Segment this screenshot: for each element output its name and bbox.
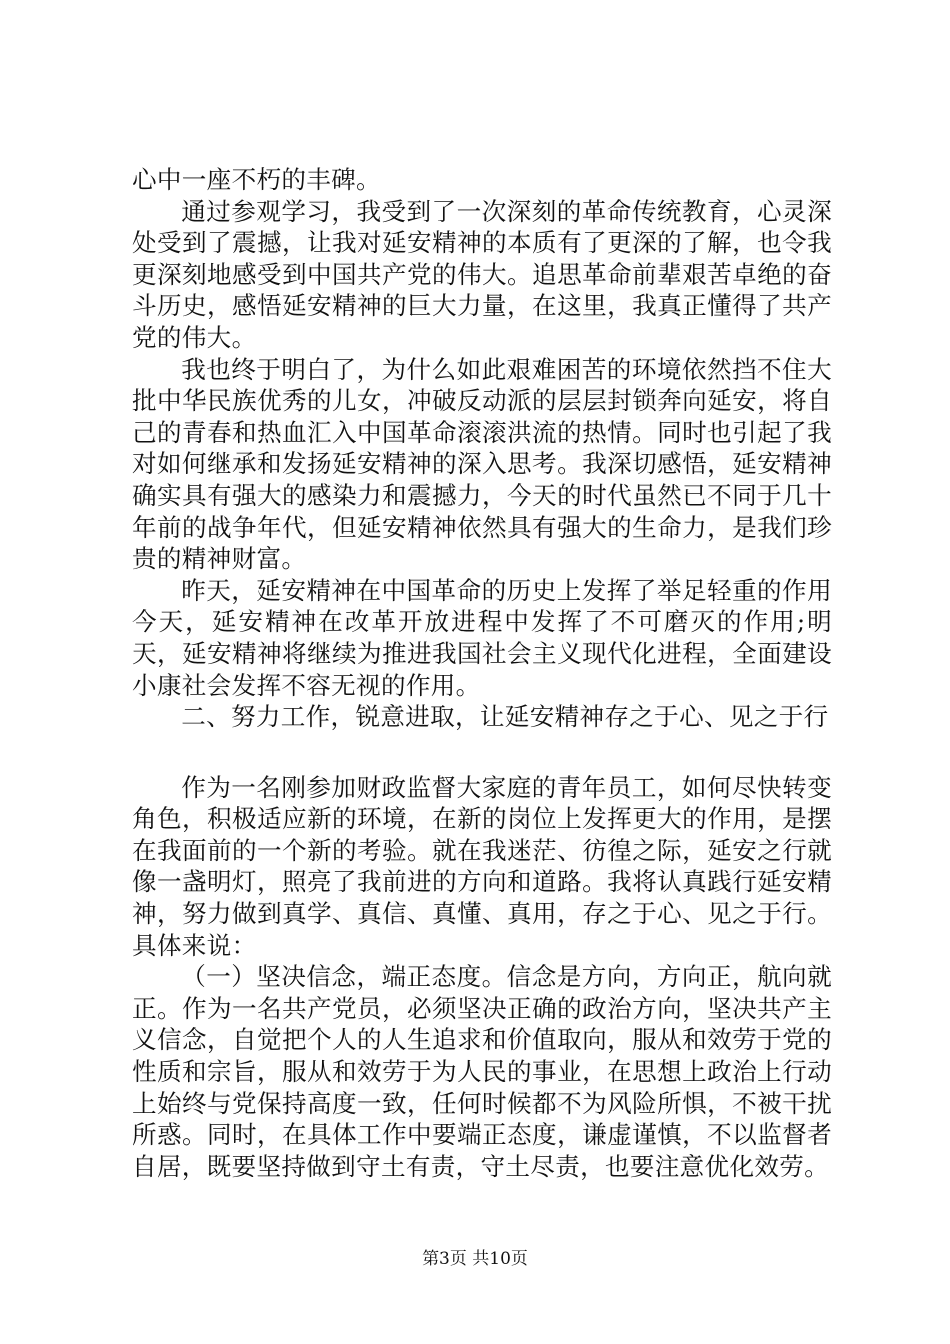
paragraph-study-visit: 通过参观学习，我受到了一次深刻的革命传统教育，心灵深处受到了震撼，让我对延安精神的本质有了更深的了解，也令我更深刻地感受到中国共产党的伟大。追思革命前辈艰苦卓绝的奋斗历史，感悟延安精神的巨大力量，在这里，我真正懂得了共产党的伟大。 [132,196,832,352]
document-body [132,164,832,1182]
paragraph-yesterday-today-tomorrow: 昨天，延安精神在中国革命的历史上发挥了举足轻重的作用今天，延安精神在改革开放进程中发挥了不可磨灭的作用;明天，延安精神将继续为推进我国社会主义现代化进程，全面建设小康社会发挥不容无视的作用。 [132,575,832,700]
paragraph-understanding: 我也终于明白了，为什么如此艰难困苦的环境依然挡不住大批中华民族优秀的儿女，冲破反动派的层层封锁奔向延安，将自己的青春和热血汇入中国革命滚滚洪流的热情。同时也引起了我对如何继承和发扬延安精神的深入思考。我深切感悟，延安精神确实具有强大的感染力和震撼力，今天的时代虽然已不同于几十年前的战争年代，但延安精神依然具有强大的生命力，是我们珍贵的精神财富。 [132,354,832,574]
page-footer: 第3页 共10页 [422,1249,528,1269]
section-heading-two: 二、努力工作，锐意进取，让延安精神存之于心、见之于行 [181,702,829,732]
paragraph-new-employee: 作为一名刚参加财政监督大家庭的青年员工，如何尽快转变角色，积极适应新的环境，在新的岗位上发挥更大的作用，是摆在我面前的一个新的考验。就在我迷茫、彷徨之际，延安之行就像一盏明灯，照亮了我前进的方向和道路。我将认真践行延安精神，努力做到真学、真信、真懂、真用，存之于心、见之于行。具体来说： [132,772,832,960]
paragraph-continuation: 心中一座不朽的丰碑。 [132,165,381,194]
paragraph-firm-belief: （一）坚决信念，端正态度。信念是方向，方向正，航向就正。作为一名共产党员，必须坚决正确的政治方向，坚决共产主义信念，自觉把个人的人生追求和价值取向，服从和效劳于党的性质和宗旨，服从和效劳于为人民的事业，在思想上政治上行动上始终与党保持高度一致，任何时候都不为风险所惧，不被干扰所惑。同时，在具体工作中要端正态度，谦虚谨慎，不以监督者自居，既要坚持做到守土有责，守土尽责，也要注意优化效劳。 [132,962,832,1181]
